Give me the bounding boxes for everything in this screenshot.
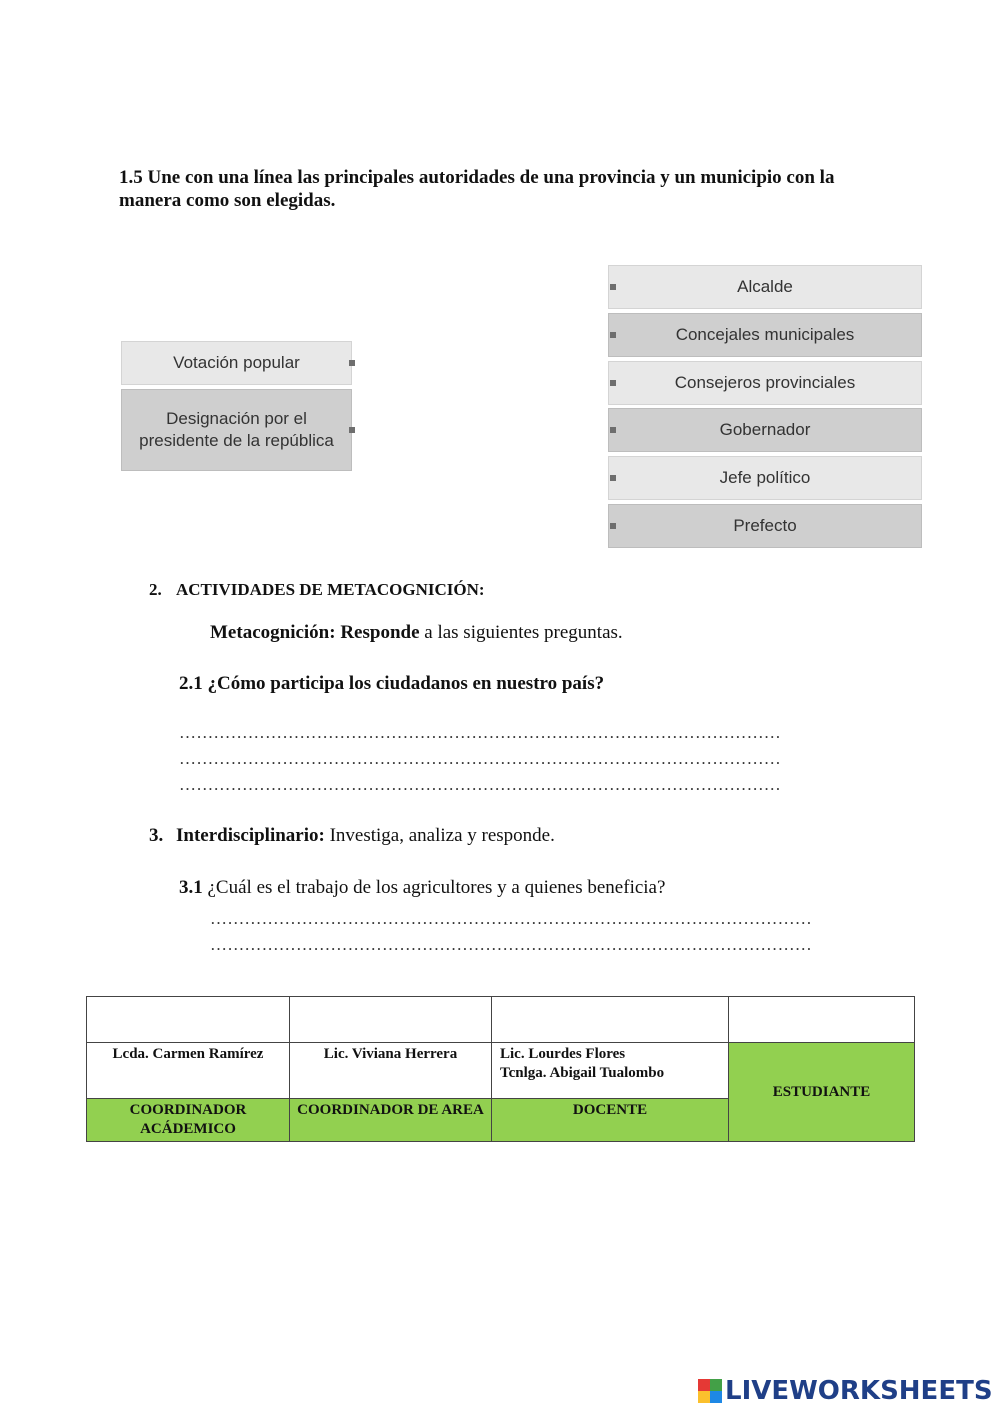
name-cell: Lcda. Carmen Ramírez [87, 1043, 290, 1099]
signature-table [86, 996, 915, 1142]
question-number: 3.1 [179, 877, 203, 898]
name-cell: Lic. Viviana Herrera [290, 1043, 492, 1099]
answer-line[interactable]: …………………………………………………………………………………………… [179, 723, 781, 742]
section-title: ACTIVIDADES DE METACOGNICIÓN: [176, 580, 485, 599]
section-subtitle: Investiga, analiza y responde. [324, 825, 555, 846]
option-label: Alcalde [737, 277, 793, 296]
match-right-option[interactable] [608, 456, 922, 500]
section-2-heading [149, 580, 485, 600]
instruction-bold: Metacognición: Responde [210, 622, 420, 643]
section-number: 3. [149, 825, 164, 846]
answer-area-3-1[interactable] [210, 906, 812, 958]
name-cell [492, 1043, 729, 1099]
match-right-option[interactable] [608, 313, 922, 357]
signature-cell [290, 997, 492, 1043]
option-label: Consejeros provinciales [674, 373, 856, 392]
match-right-option[interactable] [608, 504, 922, 548]
metacognition-instruction [210, 622, 623, 644]
section-title: Interdisciplinario: [176, 825, 325, 846]
teacher-name: Tcnlga. Abigail Tualombo [500, 1065, 665, 1081]
match-right-option[interactable] [608, 408, 922, 452]
logo-square [710, 1391, 722, 1403]
connector-dot[interactable] [349, 427, 355, 433]
option-label: Jefe político [719, 468, 811, 487]
connector-dot[interactable] [610, 284, 616, 290]
signature-cell [729, 997, 915, 1043]
option-label: Gobernador [719, 420, 811, 439]
logo-square [698, 1391, 710, 1403]
answer-line[interactable]: …………………………………………………………………………………………… [179, 775, 781, 794]
connector-dot[interactable] [349, 360, 355, 366]
match-left-option[interactable] [121, 341, 352, 385]
answer-line[interactable]: …………………………………………………………………………………………… [210, 935, 812, 954]
role-cell-student: ESTUDIANTE [729, 1043, 915, 1142]
brand-name: LIVEWORKSHEETS [725, 1376, 993, 1406]
liveworksheets-logo [698, 1376, 993, 1406]
option-label: Votación popular [173, 353, 300, 372]
section-3-heading [149, 825, 555, 847]
option-label: Concejales municipales [675, 325, 855, 344]
match-left-option[interactable] [121, 389, 352, 471]
question-text: ¿Cuál es el trabajo de los agricultores y a quienes beneficia? [202, 877, 666, 898]
connector-dot[interactable] [610, 523, 616, 529]
role-cell: COORDINADOR DE AREA [290, 1099, 492, 1142]
section-number: 2. [149, 580, 162, 599]
answer-line[interactable]: …………………………………………………………………………………………… [210, 909, 812, 928]
connector-dot[interactable] [610, 380, 616, 386]
connector-dot[interactable] [610, 427, 616, 433]
liveworksheets-logo-icon [698, 1379, 722, 1403]
teacher-name: Lic. Lourdes Flores [500, 1046, 626, 1062]
logo-square [710, 1379, 722, 1391]
signature-cell [87, 997, 290, 1043]
signature-cell [492, 997, 729, 1043]
question-2-1: 2.1 ¿Cómo participa los ciudadanos en nuestro país? [179, 673, 605, 694]
role-cell: DOCENTE [492, 1099, 729, 1142]
instruction-text: a las siguientes preguntas. [419, 622, 623, 643]
match-right-option[interactable] [608, 265, 922, 309]
connector-dot[interactable] [610, 332, 616, 338]
match-right-option[interactable] [608, 361, 922, 405]
logo-square [698, 1379, 710, 1391]
question-3-1 [179, 877, 665, 899]
answer-area-2-1[interactable] [179, 720, 781, 798]
connector-dot[interactable] [610, 475, 616, 481]
role-cell: COORDINADOR ACÁDEMICO [87, 1099, 290, 1142]
exercise-instruction: 1.5 Une con una línea las principales autoridades de una provincia y un municipio con la manera como son elegidas. [119, 167, 835, 211]
option-label: Designación por el presidente de la república [139, 409, 334, 450]
option-label: Prefecto [733, 516, 797, 535]
answer-line[interactable]: …………………………………………………………………………………………… [179, 749, 781, 768]
